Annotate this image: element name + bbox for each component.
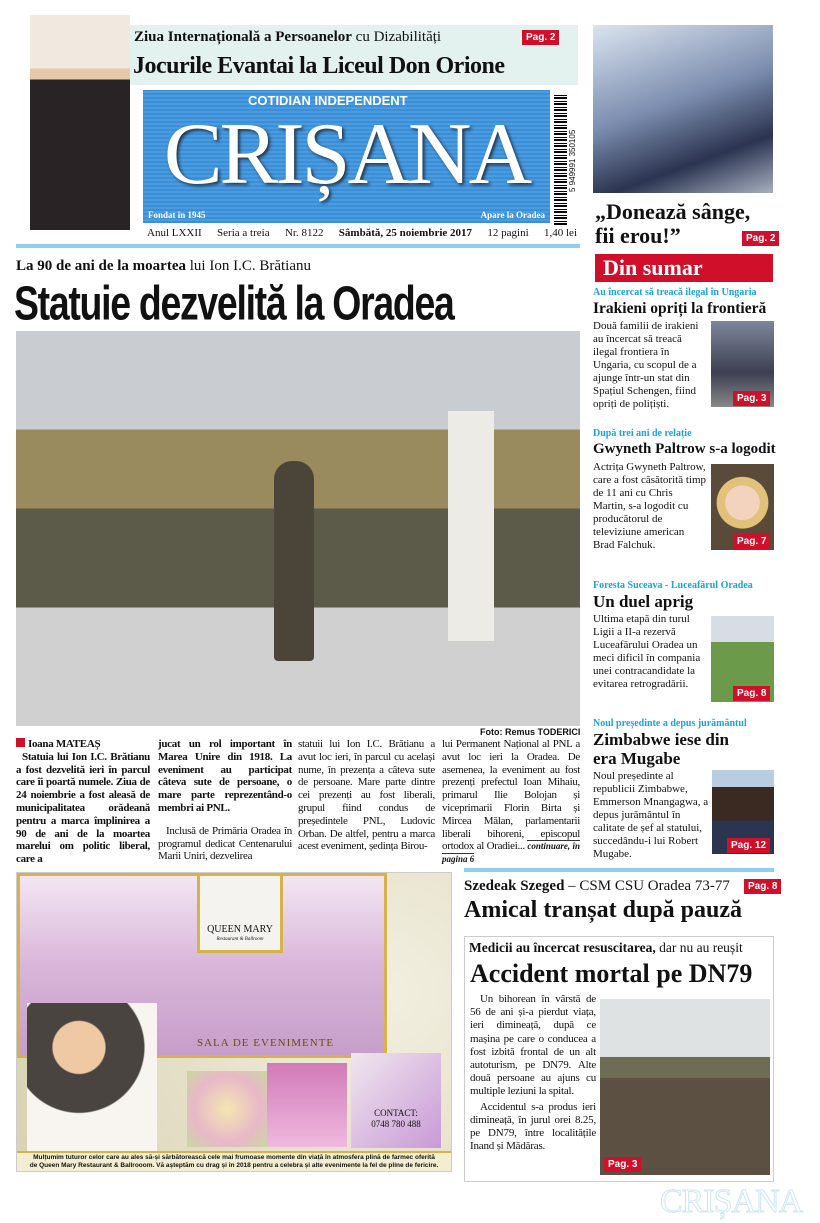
summary-item-3[interactable] (593, 580, 775, 705)
tables-photo (267, 1063, 347, 1147)
item-kicker: Au încercat să treacă ilegal în Ungaria (593, 287, 757, 298)
col-text: lui Permanent Național al PNL a avut loc ieri la Oradea. De asemenea, la eveniment au fost prezenți prefectul Ioan Mihaiu, primarul Ilie Bolojan și viceprimarii Florin Birta și Mircea Mălan, parlamentarii liberali bihoreni, episcopul ortodox al Oradiei... (442, 738, 580, 853)
page-badge: Pag. 12 (727, 838, 770, 853)
woman-portrait-photo (30, 15, 130, 230)
item-kicker: După trei ani de relație (593, 428, 692, 439)
article-col-4 (442, 738, 580, 866)
col-text: jucat un rol important în Marea Unire din 1918. La eveniment au participat câteva sute de persoane, o mare parte reprezentând-o membri ai PNL. (158, 738, 292, 814)
item-headline: Zimbabwe iese din era Mugabe (593, 730, 730, 768)
masthead-title: CRIȘANA (163, 106, 530, 203)
appears-label: Apare la Oradea (480, 210, 545, 220)
price: 1,40 lei (544, 227, 577, 239)
sports-score: – CSM CSU Oradea 73-77 (564, 878, 730, 894)
statue-pillar (448, 411, 494, 641)
masthead-info (147, 227, 577, 240)
page-badge: Pag. 2 (522, 30, 559, 45)
article-col-1 (16, 738, 150, 866)
kicker-bold: La 90 de ani de la moartea (16, 258, 186, 274)
page-badge: Pag. 7 (733, 534, 770, 549)
contact-label: CONTACT: (374, 1108, 418, 1118)
date: Sâmbătă, 25 noiembrie 2017 (338, 227, 473, 239)
accident-paragraph: Un bihorean în vârstă de 56 de ani și-a pierdut viața, ieri dimineață, după ce mașina pe care o conducea a fost izbită frontal de un alt autoturism, pe DN79. Alte două persoane au ajuns cu multiple leziuni la spital. (470, 993, 596, 1098)
barcode-digits: 5 949991 350105 (568, 129, 577, 193)
accident-paragraph: Accidentul s-a produs ieri dimineață, în jurul orei 8.25, pe DN79, între localitățile Inand și Mădăras. (470, 1100, 596, 1153)
continued-link[interactable]: continuare, în pagina 6 (442, 841, 580, 865)
page-badge: Pag. 2 (742, 231, 779, 246)
teaser-kicker: Ziua Internațională a Persoanelor (134, 29, 352, 45)
main-kicker (16, 257, 311, 275)
item-kicker: Foresta Suceava - Luceafărul Oradea (593, 580, 753, 591)
item-headline: Irakieni opriți la frontieră (593, 300, 767, 317)
sports-headline: Amical tranșat după pauză (464, 897, 743, 923)
item-body: Actrița Gwyneth Paltrow, care a fost căsătorită timp de 11 ani cu Chris Martin, s-a logodit cu producătorul de televiziune american Brad Falchuk. (593, 461, 707, 551)
item-body: Noul președinte al republicii Zimbabwe, Emmerson Mnangagwa, a depus jurământul în calitate de șef al statului, succedându-i lui Robert Mugabe. (593, 770, 709, 860)
item-headline: Gwyneth Paltrow s-a logodit (593, 441, 776, 457)
page-count: 12 pagini (487, 227, 529, 239)
barcode (554, 95, 567, 225)
masthead-kicker: COTIDIAN INDEPENDENT (248, 93, 408, 108)
page-badge: Pag. 8 (733, 686, 770, 701)
year: Anul LXXII (147, 227, 202, 239)
ribbon-photo (351, 1053, 441, 1148)
couple-photo (27, 1003, 157, 1151)
accident-headline: Accident mortal pe DN79 (470, 959, 753, 988)
item-kicker: Noul președinte a depus jurământul (593, 718, 747, 729)
sports-kicker: Szedeak Szeged (464, 878, 565, 894)
queen-mary-ad[interactable] (16, 872, 452, 1172)
teaser-kicker-rest: cu Dizabilități (351, 29, 442, 45)
summary-header: Din sumar (595, 254, 773, 282)
page-badge: Pag. 8 (744, 879, 781, 894)
brand-name: QUEEN MARY (207, 924, 273, 935)
divider (464, 868, 774, 872)
col-text: Statuia lui Ion I.C. Brătianu a fost dezvelită ieri în parcul care îi poartă numele. Ziua de 24 noiembrie a fost aleasă de municipalitatea orădeană pentru a marca împlinirea a 90 de ani de la moartea marelui om politic liberal, care a (16, 750, 150, 866)
hall-label: SALA DE EVENIMENTE (197, 1037, 335, 1049)
masthead (143, 90, 550, 223)
author-name: Ioana MATEAȘ (28, 738, 101, 750)
item-body: Două familii de irakieni au încercat să treacă ilegal frontiera în Ungaria, cu scopul de a ajunge într-un stat din Spațiul Schengen, fiind opriți de polițiști. (593, 320, 699, 410)
summary-item-4[interactable] (593, 718, 775, 858)
accident-story[interactable] (464, 936, 774, 1182)
photo-credit: Foto: Remus TODERICI (480, 727, 581, 737)
summary-item-1[interactable] (593, 287, 775, 412)
ad-footer (17, 1151, 451, 1171)
accident-kicker-rest: dar nu au reușit (655, 940, 743, 955)
teaser-headline: Jocurile Evantai la Liceul Don Orione (133, 53, 505, 79)
col-text: Inclusă de Primăria Oradea în programul dedicat Centenarului Marii Uniri, dezvelirea (158, 824, 292, 863)
article-col-3: statuii lui Ion I.C. Brătianu a avut loc ieri, în parcul cu același nume, în prezența a câteva sute de persoane. Mare parte dintre cei prezenți au fost liberali, grupul fiind condus de președintele PNL, Ludovic Orban. De altfel, pentru a marca acest eveniment, ședința Birou- (298, 738, 435, 853)
article-col-2 (158, 738, 292, 863)
statue-figure (274, 461, 314, 661)
sports-teaser[interactable] (464, 877, 776, 925)
page-badge: Pag. 3 (733, 391, 770, 406)
founded-label: Fondat în 1945 (148, 210, 206, 220)
footer-line: Mulțumim tuturor celor care au ales să-și sărbătorească cele mai frumoase momente din viață în atmosfera plină de farmec oferită (33, 1154, 435, 1161)
item-headline: Un duel aprig (593, 592, 694, 611)
contact-phone[interactable]: 0748 780 488 (371, 1119, 421, 1129)
accident-kicker: Medicii au încercat resuscitarea, (469, 940, 656, 955)
footer-line: de Queen Mary Restaurant & Ballrooom. Vă așteptăm cu drag și în 2018 pentru a celebra și alte evenimente la fel de pline de fericire. (29, 1162, 439, 1169)
summary-item-2[interactable] (593, 428, 775, 553)
blood-teaser[interactable] (595, 200, 775, 250)
series: Seria a treia (217, 227, 270, 239)
kicker-rest: lui Ion I.C. Brătianu (186, 258, 311, 274)
author (16, 738, 150, 751)
brand-logo (197, 873, 283, 953)
accident-scene-photo (600, 999, 770, 1175)
blood-headline: „Donează sânge, fii erou!” (595, 199, 751, 248)
main-headline[interactable]: Statuie dezvelită la Oradea (14, 276, 454, 331)
issue-number: Nr. 8122 (284, 227, 324, 239)
brand-sub: Restaurant & Ballroom (216, 937, 264, 942)
blood-donation-photo (593, 25, 773, 193)
author-marker-icon (16, 738, 25, 747)
flowers-photo (187, 1071, 267, 1147)
top-teaser[interactable] (130, 25, 578, 85)
page-badge: Pag. 3 (604, 1157, 641, 1172)
statue-unveiling-photo (16, 331, 580, 726)
watermark-logo: CRIȘANA (660, 1183, 803, 1220)
item-body: Ultima etapă din turul Ligii a II-a rezervă Luceafărului Oradea un meci dificil în compania unei contracandidate la evitarea retrogradării. (593, 613, 701, 690)
divider (16, 244, 580, 248)
